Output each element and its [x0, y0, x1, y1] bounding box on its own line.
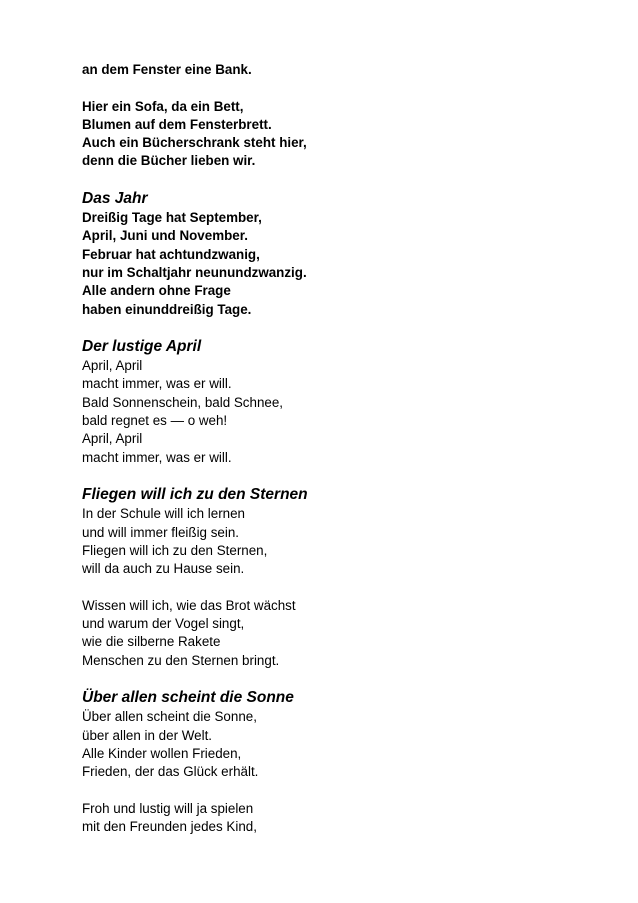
- poem-line: denn die Bücher lieben wir.: [82, 153, 256, 169]
- poem-title: Über allen scheint die Sonne: [82, 689, 294, 707]
- stanza: [82, 209, 602, 319]
- poem-line: wie die silberne Rakete: [82, 634, 221, 650]
- stanza: [82, 357, 602, 467]
- poem-line: Frieden, der das Glück erhält.: [82, 764, 259, 780]
- poem-line: Februar hat achtundzwanig,: [82, 246, 260, 262]
- poem-fliegen-will-ich: [82, 485, 602, 670]
- intro-poem: [82, 61, 602, 171]
- poem-line: und warum der Vogel singt,: [82, 616, 245, 632]
- poem-line: Hier ein Sofa, da ein Bett,: [82, 98, 244, 114]
- poem-ueber-allen: [82, 688, 602, 836]
- poem-line: haben einunddreißig Tage.: [82, 301, 252, 317]
- poem-line: macht immer, was er will.: [82, 376, 232, 392]
- poem-line: Fliegen will ich zu den Sternen,: [82, 542, 268, 558]
- poem-das-jahr: [82, 189, 602, 319]
- poem-line: und will immer fleißig sein.: [82, 524, 240, 540]
- poem-line: In der Schule will ich lernen: [82, 506, 246, 522]
- poem-der-lustige-april: [82, 337, 602, 467]
- poem-line: macht immer, was er will.: [82, 449, 232, 465]
- poem-line: Alle andern ohne Frage: [82, 283, 231, 299]
- poem-line: Wissen will ich, wie das Brot wächst: [82, 597, 296, 613]
- stanza: [82, 505, 602, 578]
- poem-line: April, April: [82, 358, 143, 374]
- stanza: [82, 597, 602, 670]
- poem-line: mit den Freunden jedes Kind,: [82, 818, 257, 834]
- poem-line: über allen in der Welt.: [82, 727, 213, 743]
- poem-line: an dem Fenster eine Bank.: [82, 62, 252, 77]
- poem-line: Alle Kinder wollen Frieden,: [82, 745, 242, 761]
- poem-line: Froh und lustig will ja spielen: [82, 800, 254, 816]
- poem-line: nur im Schaltjahr neunundzwanzig.: [82, 264, 307, 280]
- poem-line: Dreißig Tage hat September,: [82, 210, 262, 226]
- poem-line: April, Juni und November.: [82, 228, 248, 244]
- stanza: [82, 800, 602, 837]
- poem-line: Bald Sonnenschein, bald Schnee,: [82, 394, 284, 410]
- stanza: [82, 98, 602, 171]
- poem-line: Menschen zu den Sternen bringt.: [82, 652, 280, 668]
- poem-line: Blumen auf dem Fensterbrett.: [82, 116, 272, 132]
- stanza: [82, 61, 602, 79]
- poem-line: will da auch zu Hause sein.: [82, 561, 245, 577]
- poem-title: Der lustige April: [82, 338, 202, 356]
- poem-line: Über allen scheint die Sonne,: [82, 709, 257, 725]
- poem-line: Auch ein Bücherschrank steht hier,: [82, 135, 307, 151]
- stanza: [82, 708, 602, 781]
- poem-line: April, April: [82, 431, 143, 447]
- document-page: [82, 61, 602, 836]
- poem-line: bald regnet es — o weh!: [82, 413, 228, 429]
- poem-title: Fliegen will ich zu den Sternen: [82, 486, 308, 504]
- poem-title: Das Jahr: [82, 190, 148, 208]
